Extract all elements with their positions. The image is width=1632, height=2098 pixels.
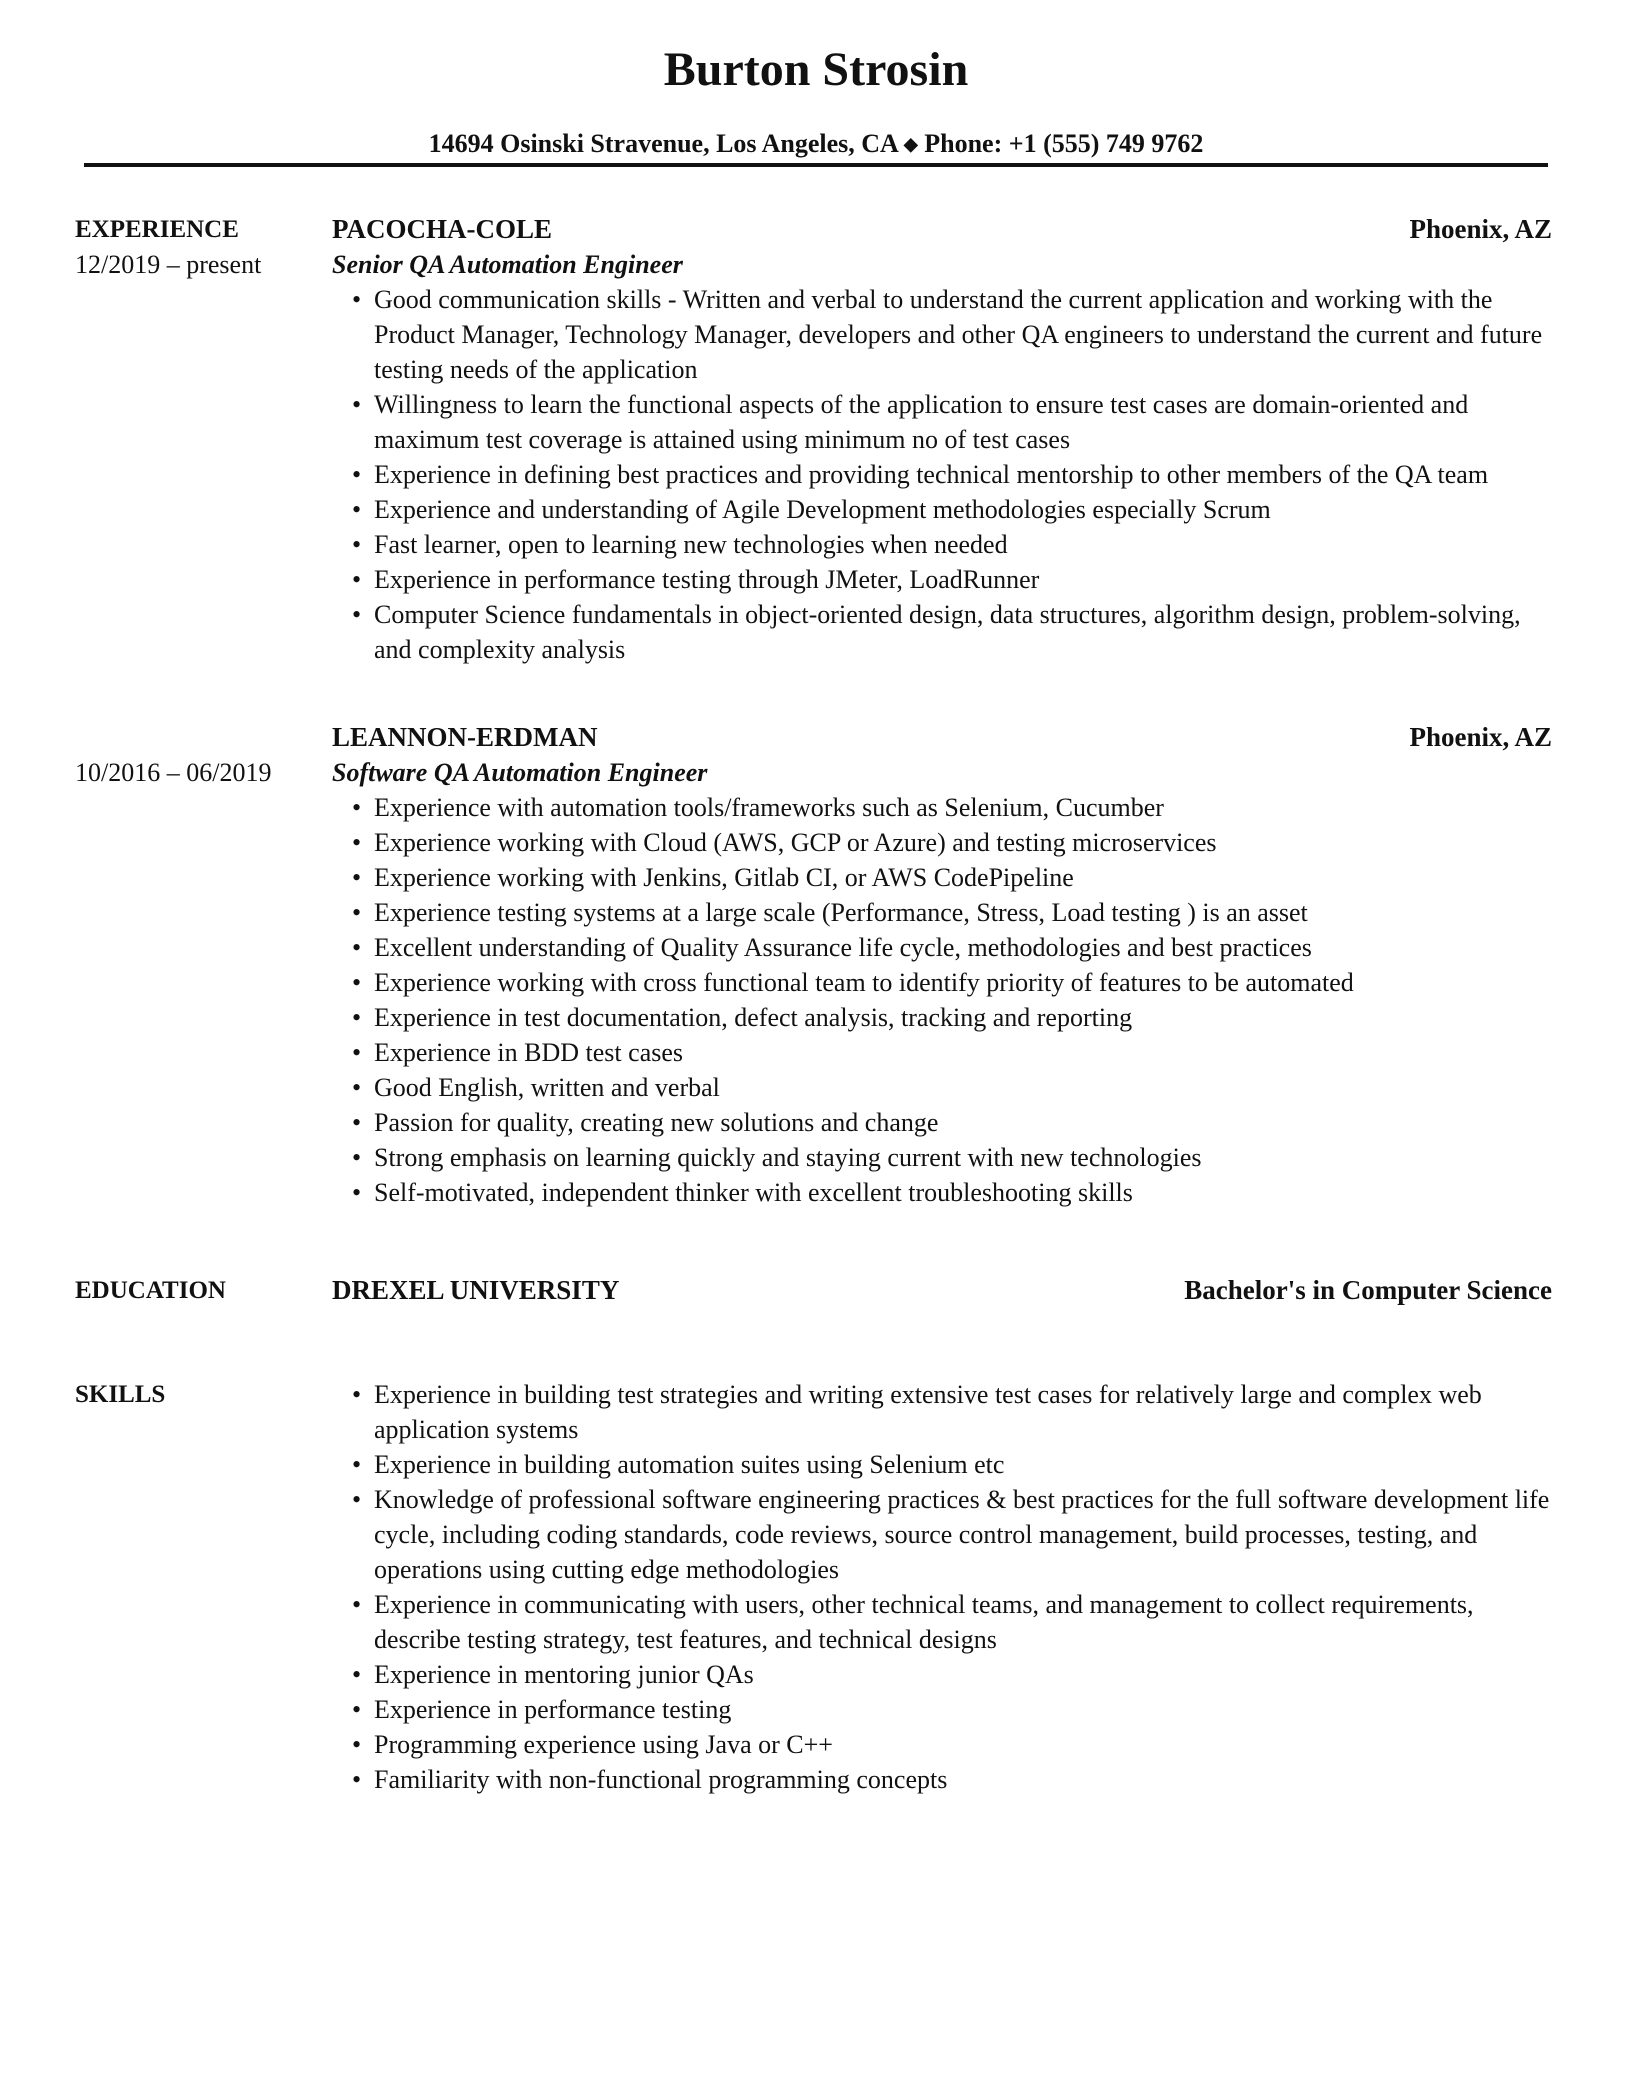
experience-job-1 <box>75 212 1552 667</box>
experience-job-2 <box>75 720 1552 1210</box>
company-name: LEANNON-ERDMAN <box>332 722 598 752</box>
list-item: • Experience in communicating with users, other technical teams, and management to collect requirements, describe testing strategy, test features, and technical designs <box>374 1587 1552 1657</box>
degree: Bachelor's in Computer Science <box>1184 1275 1552 1305</box>
section-title-education: EDUCATION <box>75 1277 226 1304</box>
job-bullets <box>332 790 1552 1210</box>
list-item: • Experience working with Jenkins, Gitlab CI, or AWS CodePipeline <box>374 860 1552 895</box>
list-item: • Computer Science fundamentals in object-oriented design, data structures, algorithm design, problem-solving, and complexity analysis <box>374 597 1552 667</box>
job-bullets <box>332 282 1552 667</box>
list-item: • Self-motivated, independent thinker with excellent troubleshooting skills <box>374 1175 1552 1210</box>
list-item: • Experience testing systems at a large scale (Performance, Stress, Load testing ) is an asset <box>374 895 1552 930</box>
list-item: • Willingness to learn the functional aspects of the application to ensure test cases are domain-oriented and maximum test coverage is attained using minimum no of test cases <box>374 387 1552 457</box>
list-item: • Fast learner, open to learning new technologies when needed <box>374 527 1552 562</box>
job-dates: 10/2016 – 06/2019 <box>75 758 272 787</box>
list-item: • Experience in performance testing through JMeter, LoadRunner <box>374 562 1552 597</box>
list-item: • Experience and understanding of Agile Development methodologies especially Scrum <box>374 492 1552 527</box>
skills-list <box>332 1377 1552 1797</box>
phone: Phone: +1 (555) 749 9762 <box>924 129 1204 158</box>
header-divider <box>84 163 1548 167</box>
list-item: • Strong emphasis on learning quickly and staying current with new technologies <box>374 1140 1552 1175</box>
list-item: • Good communication skills - Written and verbal to understand the current application and working with the Product Manager, Technology Manager, developers and other QA engineers to understand the current and future testing needs of the application <box>374 282 1552 387</box>
address: 14694 Osinski Stravenue, Los Angeles, CA <box>428 129 898 158</box>
resume-body <box>75 212 1552 1797</box>
list-item: • Programming experience using Java or C++ <box>374 1727 1552 1762</box>
list-item: • Excellent understanding of Quality Assurance life cycle, methodologies and best practices <box>374 930 1552 965</box>
contact-line <box>0 126 1632 162</box>
candidate-name: Burton Strosin <box>663 43 969 96</box>
list-item: • Experience in performance testing <box>374 1692 1552 1727</box>
list-item: • Experience in mentoring junior QAs <box>374 1657 1552 1692</box>
list-item: • Experience in building automation suites using Selenium etc <box>374 1447 1552 1482</box>
list-item: • Passion for quality, creating new solutions and change <box>374 1105 1552 1140</box>
education-section <box>75 1273 1552 1308</box>
list-item: • Experience working with cross functional team to identify priority of features to be automated <box>374 965 1552 1000</box>
list-item: • Good English, written and verbal <box>374 1070 1552 1105</box>
job-dates: 12/2019 – present <box>75 250 262 279</box>
school-name: DREXEL UNIVERSITY <box>332 1275 620 1305</box>
job-title: Senior QA Automation Engineer <box>332 250 683 279</box>
list-item: • Experience working with Cloud (AWS, GCP or Azure) and testing microservices <box>374 825 1552 860</box>
list-item: • Familiarity with non-functional programming concepts <box>374 1762 1552 1797</box>
list-item: • Experience in defining best practices and providing technical mentorship to other members of the QA team <box>374 457 1552 492</box>
list-item: • Knowledge of professional software engineering practices & best practices for the full software development life cycle, including coding standards, code reviews, source control management, build processes, testing, and operations using cutting edge methodologies <box>374 1482 1552 1587</box>
company-name: PACOCHA-COLE <box>332 214 552 244</box>
job-location: Phoenix, AZ <box>1409 722 1552 752</box>
list-item: • Experience in building test strategies and writing extensive test cases for relatively large and complex web application systems <box>374 1377 1552 1447</box>
skills-section <box>75 1377 1552 1797</box>
section-title-experience: EXPERIENCE <box>75 216 239 243</box>
list-item: • Experience in BDD test cases <box>374 1035 1552 1070</box>
list-item: • Experience with automation tools/frameworks such as Selenium, Cucumber <box>374 790 1552 825</box>
job-title: Software QA Automation Engineer <box>332 758 708 787</box>
job-location: Phoenix, AZ <box>1409 214 1552 244</box>
section-title-skills: SKILLS <box>75 1381 166 1408</box>
list-item: • Experience in test documentation, defect analysis, tracking and reporting <box>374 1000 1552 1035</box>
diamond-separator-icon: ◆ <box>903 134 918 154</box>
